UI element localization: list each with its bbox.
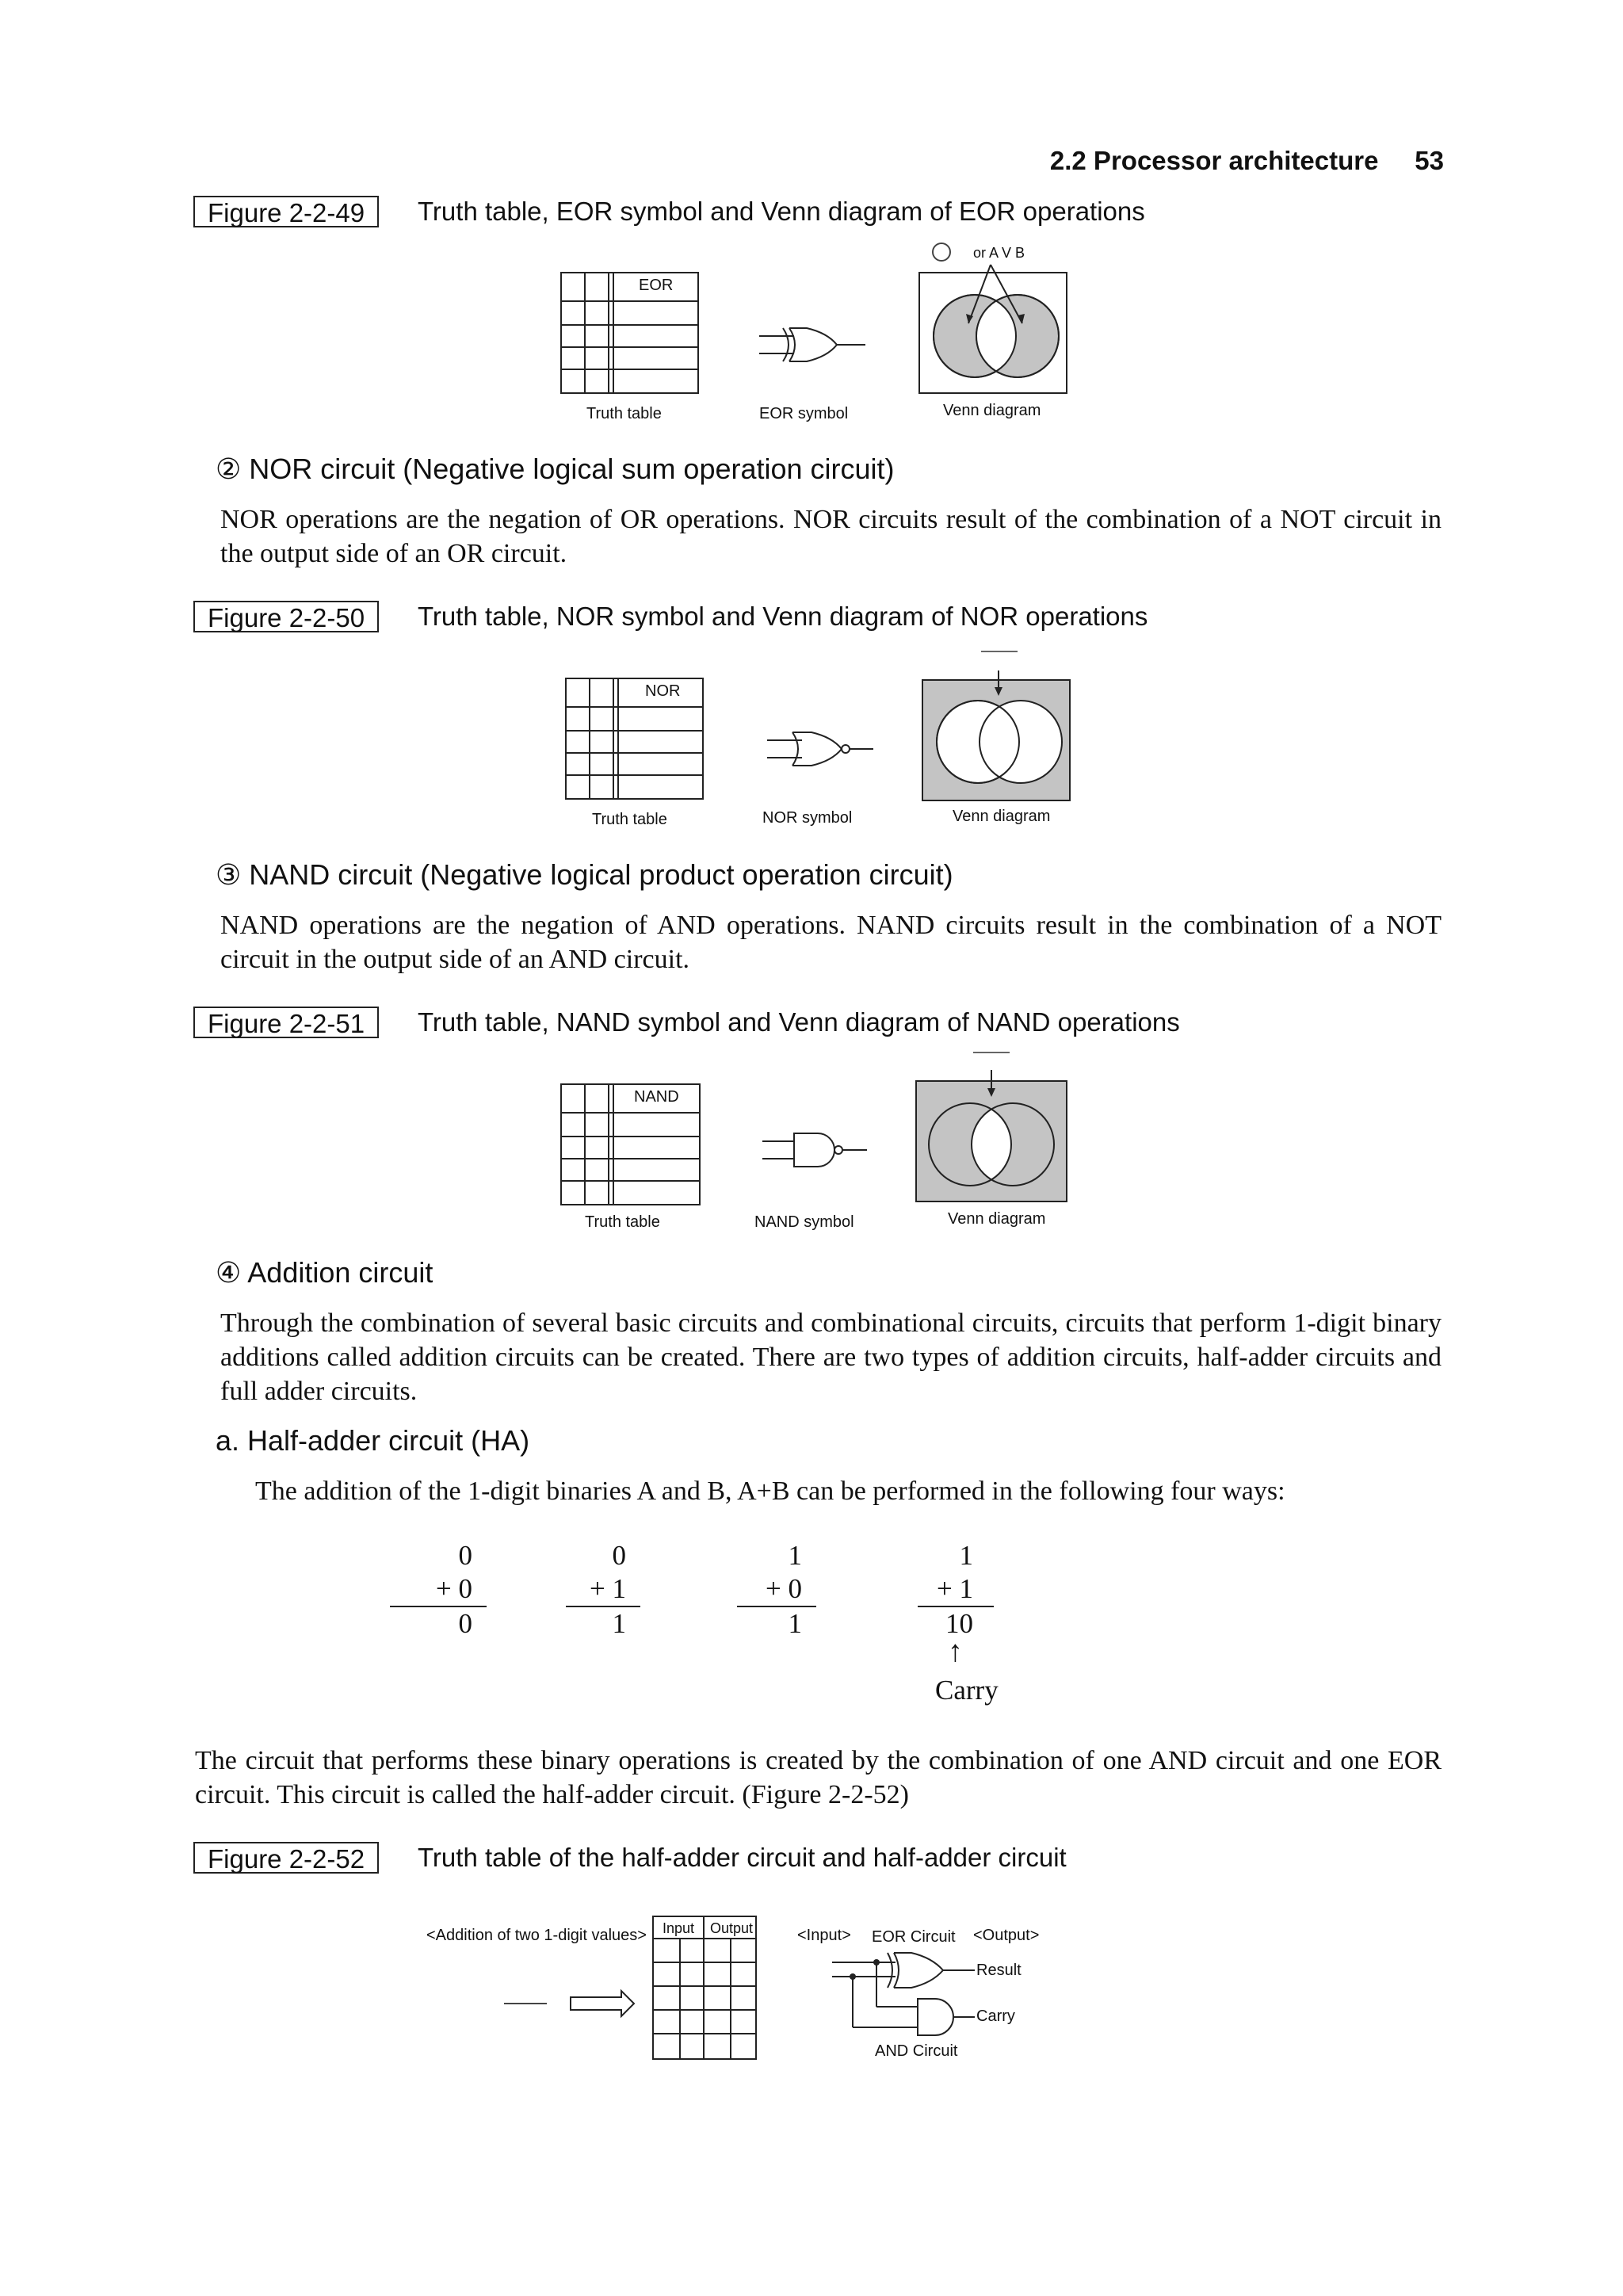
output-label: <Output> bbox=[973, 1927, 1040, 1944]
addend-a: 0 bbox=[458, 1540, 472, 1571]
input-label: <Input> bbox=[797, 1927, 851, 1944]
page-number: 53 bbox=[1415, 146, 1444, 175]
section-title: 2.2 Processor architecture bbox=[1049, 146, 1379, 175]
section-heading-addition: ④ Addition circuit bbox=[216, 1256, 433, 1289]
paragraph-nor: NOR operations are the negation of OR operations. NOR circuits result of the combination of a NOT circuit in the output side of an OR circuit. bbox=[220, 505, 1442, 568]
addition-label: <Addition of two 1-digit values> bbox=[426, 1927, 647, 1944]
addend-b: + 1 bbox=[937, 1573, 973, 1604]
carry-arrow-icon: ↑ bbox=[948, 1635, 963, 1668]
carry-label: Carry bbox=[935, 1675, 999, 1706]
paragraph-nand: NAND operations are the negation of AND operations. NAND circuits result in the combination of a NOT circuit in the output side of an AND circuit. bbox=[220, 911, 1442, 974]
table-caption: Truth table bbox=[585, 1213, 660, 1231]
section-heading-nor: ② NOR circuit (Negative logical sum operation circuit) bbox=[216, 453, 895, 485]
addend-a: 1 bbox=[788, 1540, 802, 1571]
addition-result: 1 bbox=[737, 1606, 816, 1641]
section-heading-nand: ③ NAND circuit (Negative logical product operation circuit) bbox=[216, 858, 953, 891]
venn-note: or A V B bbox=[973, 245, 1025, 261]
table-header: EOR bbox=[639, 277, 674, 294]
symbol-caption: NOR symbol bbox=[762, 809, 853, 827]
figure-caption: Truth table, NOR symbol and Venn diagram of NOR operations bbox=[418, 602, 1148, 631]
venn-caption: Venn diagram bbox=[948, 1210, 1046, 1228]
figure-label: Figure 2-2-51 bbox=[193, 1007, 379, 1038]
table-header: NAND bbox=[634, 1088, 679, 1106]
carry-output-label: Carry bbox=[976, 2008, 1015, 2025]
addition-result: 10 bbox=[918, 1606, 994, 1641]
paragraph-half-adder: The addition of the 1-digit binaries A and B, A+B can be performed in the following four ways: bbox=[255, 1477, 1285, 1506]
paragraph-addition: Through the combination of several basic circuits and combinational circuits, circuits that perform 1-digit binary additions called addition circuits can be created. There are two types of addition circuits, half-adder circuits and full adder circuits. bbox=[220, 1308, 1442, 1406]
paragraph-closing: The circuit that performs these binary operations is created by the combination of one AND circuit and one EOR circuit. This circuit is called the half-adder circuit. (Figure 2-2-52) bbox=[195, 1746, 1442, 1809]
addition-result: 0 bbox=[390, 1606, 487, 1641]
figure-label: Figure 2-2-50 bbox=[193, 601, 379, 632]
symbol-caption: EOR symbol bbox=[759, 405, 849, 422]
result-label: Result bbox=[976, 1962, 1022, 1979]
figure-label: Figure 2-2-49 bbox=[193, 196, 379, 227]
addend-a: 0 bbox=[612, 1540, 626, 1571]
addend-b: + 0 bbox=[766, 1573, 802, 1604]
figure-caption: Truth table, NAND symbol and Venn diagram of NAND operations bbox=[418, 1007, 1180, 1037]
section-heading-half-adder: a. Half-adder circuit (HA) bbox=[216, 1424, 530, 1457]
column-header-input: Input bbox=[663, 1920, 695, 1936]
table-caption: Truth table bbox=[592, 811, 667, 828]
figure-label: Figure 2-2-52 bbox=[193, 1842, 379, 1874]
symbol-caption: NAND symbol bbox=[754, 1213, 854, 1231]
addend-b: + 0 bbox=[436, 1573, 472, 1604]
addend-a: 1 bbox=[959, 1540, 973, 1571]
eor-circuit-label: EOR Circuit bbox=[872, 1928, 956, 1946]
addition-result: 1 bbox=[566, 1606, 640, 1641]
figure-caption: Truth table of the half-adder circuit and half-adder circuit bbox=[418, 1843, 1067, 1872]
and-circuit-label: AND Circuit bbox=[875, 2042, 958, 2060]
table-header: NOR bbox=[645, 682, 681, 700]
venn-caption: Venn diagram bbox=[953, 808, 1051, 825]
venn-caption: Venn diagram bbox=[943, 402, 1041, 419]
figure-caption: Truth table, EOR symbol and Venn diagram of EOR operations bbox=[418, 197, 1145, 226]
column-header-output: Output bbox=[710, 1920, 754, 1936]
table-caption: Truth table bbox=[586, 405, 662, 422]
addend-b: + 1 bbox=[590, 1573, 626, 1604]
